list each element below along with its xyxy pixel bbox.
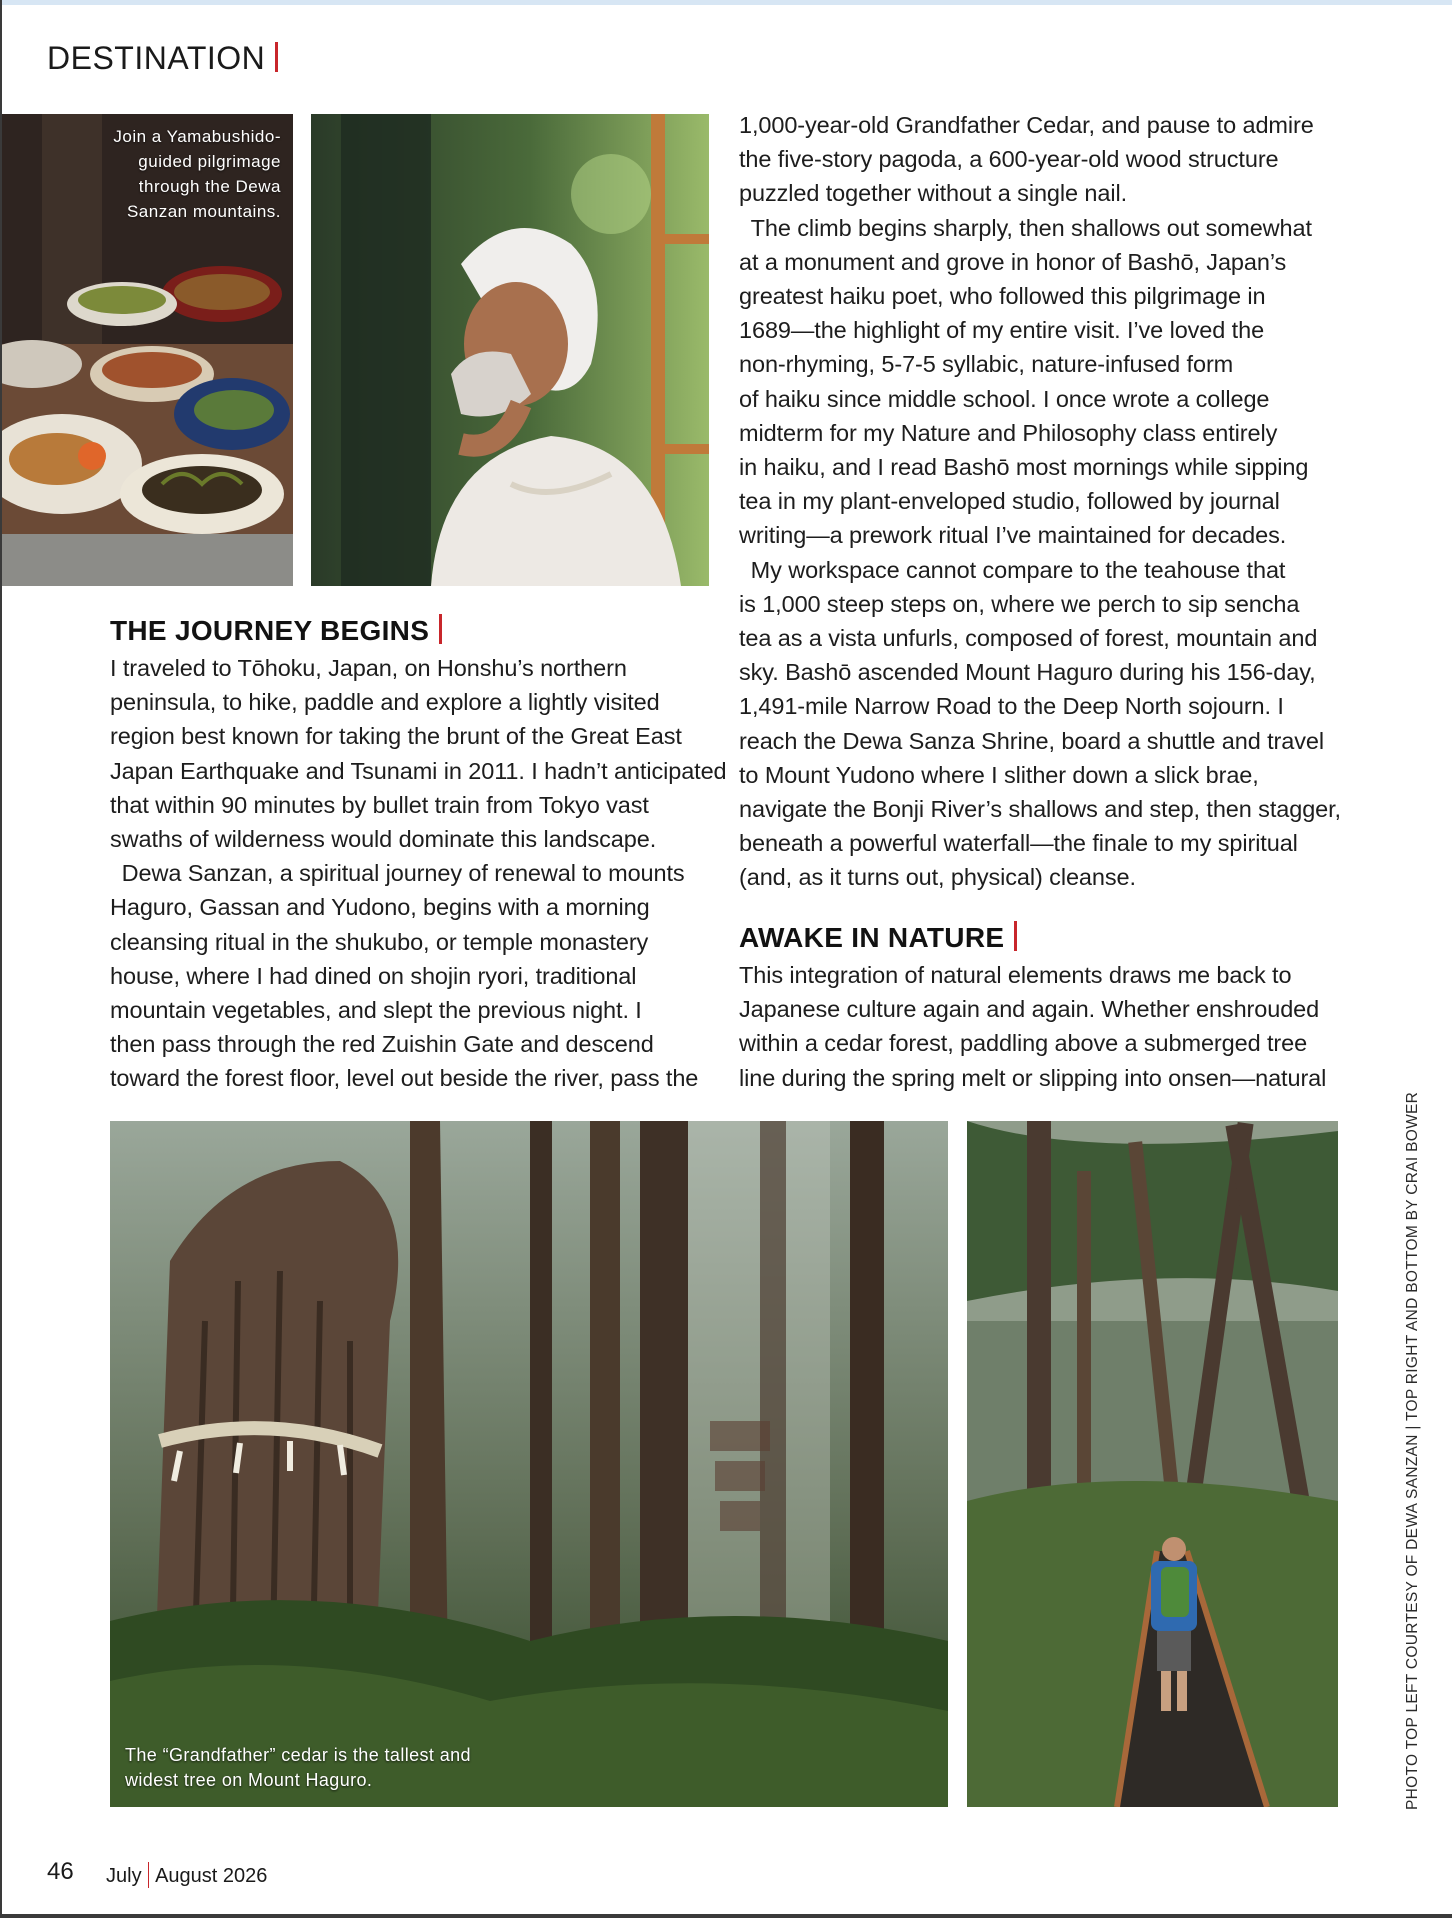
body-line: The climb begins sharply, then shallows out somewhat: [739, 214, 1312, 241]
body-column-right: [739, 108, 1349, 895]
body-line: mountain vegetables, and slept the previous night. I: [110, 997, 642, 1024]
body-line: Japan Earthquake and Tsunami in 2011. I hadn’t anticipated: [110, 757, 727, 784]
section-heading-awake: [739, 921, 1017, 954]
body-line: greatest haiku poet, who followed this pilgrimage in: [739, 283, 1266, 310]
body-line: toward the forest floor, level out beside the river, pass the: [110, 1065, 699, 1092]
body-line: 1,491-mile Narrow Road to the Deep North sojourn. I: [739, 693, 1284, 720]
body-line: 1689—the highlight of my entire visit. I’ve loved the: [739, 317, 1265, 344]
accent-bar: [439, 614, 442, 644]
body-line: peninsula, to hike, paddle and explore a lightly visited: [110, 689, 660, 716]
body-line: Japanese culture again and again. Whether enshrouded: [739, 996, 1320, 1023]
body-line: midterm for my Nature and Philosophy class entirely: [739, 419, 1278, 446]
body-line: sky. Bashō ascended Mount Haguro during his 156-day,: [739, 659, 1316, 686]
body-line: swaths of wilderness would dominate this landscape.: [110, 826, 657, 853]
monk-photo: [311, 114, 709, 586]
meal-photo: [2, 114, 293, 586]
body-line: Haguro, Gassan and Yudono, begins with a morning: [110, 894, 650, 921]
bottom-border: [0, 1914, 1452, 1918]
body-column-left: [110, 651, 727, 1096]
body-line: at a monument and grove in honor of Bashō, Japan’s: [739, 248, 1287, 275]
section-label-text: DESTINATION: [47, 40, 266, 76]
cedar-photo: [110, 1121, 948, 1807]
issue-separator: [148, 1862, 150, 1888]
section-label: [47, 40, 278, 77]
issue-date-text: August 2026: [155, 1865, 268, 1887]
heading-text: AWAKE IN NATURE: [739, 922, 1005, 953]
body-line: the five-story pagoda, a 600-year-old wood structure: [739, 146, 1279, 173]
body-line: non-rhyming, 5-7-5 syllabic, nature-infused form: [739, 351, 1234, 378]
body-line: 1,000-year-old Grandfather Cedar, and pause to admire: [739, 112, 1314, 138]
body-line: tea in my plant-enveloped studio, followed by journal: [739, 488, 1280, 515]
body-column-right-bottom: [739, 958, 1349, 1095]
body-line: is 1,000 steep steps on, where we perch to sip sencha: [739, 590, 1300, 617]
body-line: that within 90 minutes by bullet train from Tokyo vast: [110, 791, 649, 818]
body-line: region best known for taking the brunt of the Great East: [110, 723, 682, 750]
issue-date: [106, 1862, 267, 1888]
body-line: This integration of natural elements draws me back to: [739, 962, 1292, 988]
page-number: 46: [47, 1858, 74, 1885]
body-line: puzzled together without a single nail.: [739, 180, 1128, 207]
body-line: (and, as it turns out, physical) cleanse.: [739, 864, 1136, 891]
body-line: navigate the Bonji River’s shallows and step, then stagger,: [739, 796, 1341, 823]
top-border: [0, 0, 1452, 5]
heading-text: THE JOURNEY BEGINS: [110, 615, 430, 646]
body-line: then pass through the red Zuishin Gate and descend: [110, 1031, 654, 1058]
section-heading-journey: [110, 614, 442, 647]
body-line: within a cedar forest, paddling above a submerged tree: [739, 1030, 1308, 1057]
path-photo: [967, 1121, 1338, 1807]
body-line: to Mount Yudono where I slither down a slick brae,: [739, 761, 1259, 788]
meal-caption: Join a Yamabushido-guided pilgrimage through the Dewa Sanzan mountains.: [113, 127, 281, 221]
body-line: line during the spring melt or slipping into onsen—natural: [739, 1064, 1327, 1091]
body-line: writing—a prework ritual I’ve maintained for decades.: [739, 522, 1287, 549]
accent-bar: [275, 42, 278, 72]
body-line: cleansing ritual in the shukubo, or temple monastery: [110, 928, 649, 955]
body-line: house, where I had dined on shojin ryori, traditional: [110, 962, 637, 989]
body-line: beneath a powerful waterfall—the finale to my spiritual: [739, 830, 1298, 857]
body-line: I traveled to Tōhoku, Japan, on Honshu’s northern: [110, 655, 627, 681]
path-illustration: [967, 1121, 1338, 1807]
photo-credit: PHOTO TOP LEFT COURTESY OF DEWA SANZAN | TOP RIGHT AND BOTTOM BY CRAI BOWER: [1404, 1091, 1421, 1810]
issue-month: July: [106, 1865, 142, 1887]
cedar-illustration: [110, 1121, 948, 1807]
body-line: tea as a vista unfurls, composed of forest, mountain and: [739, 625, 1318, 652]
body-line: in haiku, and I read Bashō most mornings while sipping: [739, 454, 1309, 481]
body-line: of haiku since middle school. I once wrote a college: [739, 385, 1270, 412]
body-line: reach the Dewa Sanza Shrine, board a shuttle and travel: [739, 727, 1324, 754]
body-line: My workspace cannot compare to the teahouse that: [739, 556, 1286, 583]
accent-bar: [1014, 921, 1017, 951]
cedar-caption: The “Grandfather” cedar is the tallest and widest tree on Mount Haguro.: [125, 1745, 471, 1790]
body-line: Dewa Sanzan, a spiritual journey of renewal to mounts: [110, 860, 685, 887]
monk-illustration: [311, 114, 709, 586]
